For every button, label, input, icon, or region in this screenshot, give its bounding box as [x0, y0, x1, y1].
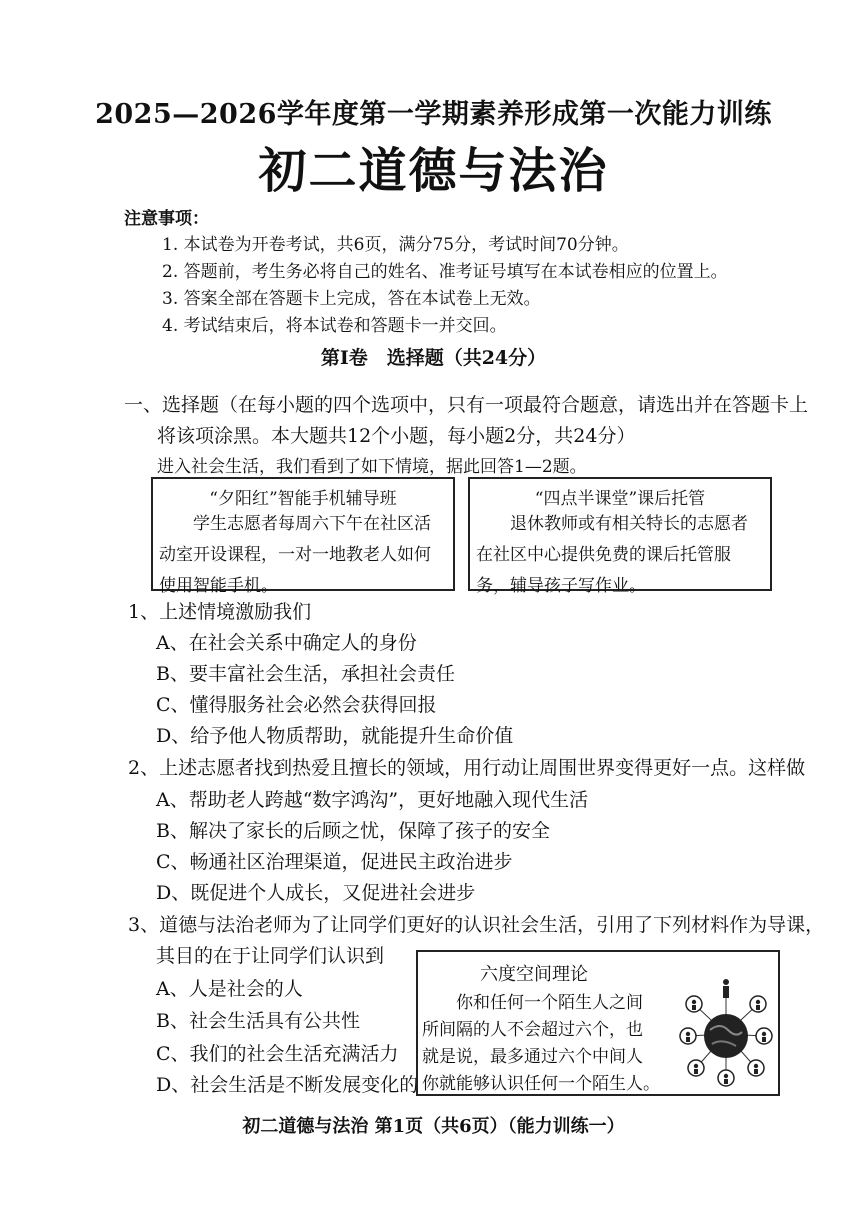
- section-intro: 一、选择题（在每小题的四个选项中，只有一项最符合题意，请选出并在答题卡上: [124, 394, 809, 416]
- question-1-option-a: A、在社会关系中确定人的身份: [156, 632, 417, 654]
- material-line: 所间隔的人不会超过六个，也: [422, 1020, 643, 1040]
- question-2-option-c: C、畅通社区治理渠道，促进民主政治进步: [156, 851, 513, 873]
- scenario-box-title: “四点半课堂”课后托管: [534, 489, 706, 509]
- material-title: 六度空间理论: [480, 964, 588, 985]
- scenario-box-title: “夕阳红”智能手机辅导班: [209, 489, 397, 509]
- question-1-stem: 1、上述情境激励我们: [128, 601, 312, 623]
- material-box: [416, 950, 780, 1096]
- notice-item: 4. 考试结束后，将本试卷和答题卡一并交回。: [162, 316, 507, 336]
- social-network-icon: [676, 974, 776, 1090]
- question-3-option-b: B、社会生活具有公共性: [156, 1010, 360, 1032]
- section-title: 第Ⅰ卷 选择题（共24分）: [320, 347, 547, 369]
- material-line: 你和任何一个陌生人之间: [422, 993, 643, 1013]
- scenario-box-body: 退休教师或有相关特长的志愿者在社区中心提供免费的课后托管服务，辅导孩子写作业。: [476, 514, 748, 596]
- page-footer: 初二道德与法治 第1页（共6页）（能力训练一）: [242, 1116, 625, 1137]
- question-2-option-d: D、既促进个人成长，又促进社会进步: [156, 882, 476, 904]
- question-3-option-d: D、社会生活是不断发展变化的: [156, 1074, 419, 1096]
- scenario-box-body: 学生志愿者每周六下午在社区活动室开设课程，一对一地教老人如何使用智能手机。: [159, 514, 431, 596]
- notice-item: 1. 本试卷为开卷考试，共6页，满分75分，考试时间70分钟。: [162, 235, 629, 255]
- question-3-option-c: C、我们的社会生活充满活力: [156, 1043, 399, 1065]
- notice-heading: 注意事项：: [124, 209, 209, 229]
- material-line: 你就能够认识任何一个陌生人。: [422, 1074, 660, 1094]
- subject-title: 初二道德与法治: [258, 143, 609, 199]
- scenario-box-2: [468, 477, 772, 596]
- question-2-stem: 2、上述志愿者找到热爱且擅长的领域，用行动让周围世界变得更好一点。这样做: [128, 757, 806, 779]
- question-2-option-b: B、解决了家长的后顾之忧，保障了孩子的安全: [156, 820, 550, 842]
- question-3-stem: 3、道德与法治老师为了让同学们更好的认识社会生活，引用了下列材料作为导课，: [128, 914, 825, 936]
- notice-item: 3. 答案全部在答题卡上完成，答在本试卷上无效。: [162, 289, 541, 309]
- question-3-option-a: A、人是社会的人: [156, 978, 303, 1000]
- exam-title: 2025—2026学年度第一学期素养形成第一次能力训练: [95, 99, 772, 130]
- context-prompt: 进入社会生活，我们看到了如下情境，据此回答1—2题。: [157, 457, 587, 477]
- question-2-option-a: A、帮助老人跨越“数字鸿沟”，更好地融入现代生活: [156, 789, 589, 811]
- material-line: 就是说，最多通过六个中间人: [422, 1047, 643, 1067]
- question-3-stem: 其目的在于让同学们认识到: [156, 945, 385, 967]
- question-1-option-c: C、懂得服务社会必然会获得回报: [156, 694, 437, 716]
- scenario-box-1: [151, 477, 455, 596]
- question-1-option-d: D、给予他人物质帮助，就能提升生命价值: [156, 725, 514, 747]
- section-intro: 将该项涂黑。本大题共12个小题，每小题2分，共24分）: [157, 425, 636, 447]
- question-1-option-b: B、要丰富社会生活，承担社会责任: [156, 663, 455, 685]
- notice-item: 2. 答题前，考生务必将自己的姓名、准考证号填写在本试卷相应的位置上。: [162, 262, 728, 282]
